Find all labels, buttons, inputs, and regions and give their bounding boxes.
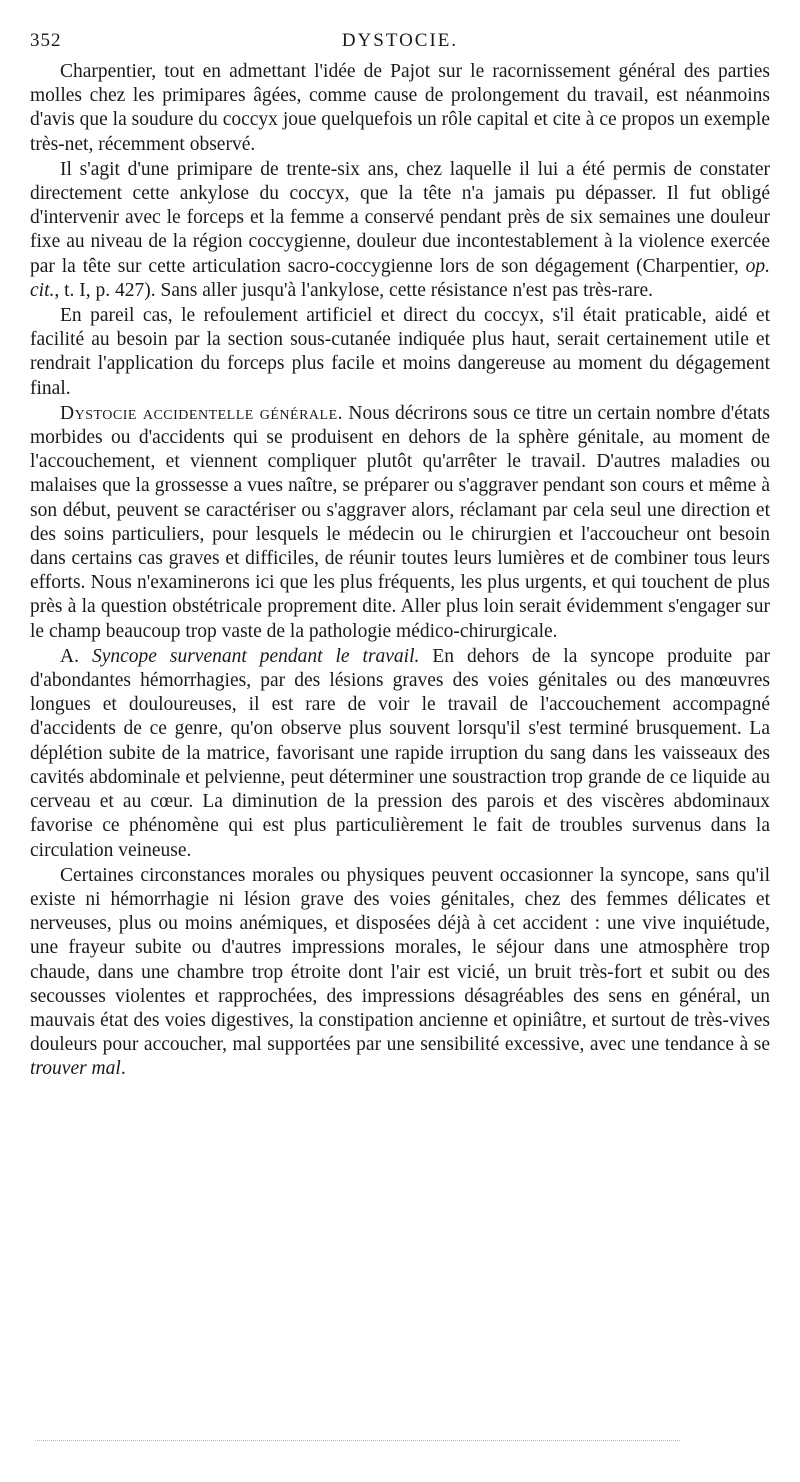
paragraph-text: Certaines circonstances morales ou physiques peuvent occasionner la syncope, sans qu'il existe ni hémorrhagie ni lésion grave des voies génitales, chez des femmes délicates et nerveuses, plus ou moins anémiques, et disposées déjà à cet accident : une vive inquiétude, une frayeur subite ou d'autres impressions morales, le séjour dans une atmosphère trop chaude, dans une chambre trop étroite dont l'air est vicié, un bruit très-fort et subit ou des secousses violentes et rapprochées, des impressions désagréables des sens en général, un mauvais état des voies digestives, la constipation ancienne et opiniâtre, et surtout de très-vives douleurs pour accoucher, mal supportées par une sensibilité excessive, avec une tendance à se (30, 864, 770, 1056)
paragraph-text: Charpentier, tout en admettant l'idée de Pajot sur le racornissement général des parties molles chez les primipares âgées, comme cause de prolongement du travail, est néanmoins d'avis que la soudure du coccyx joue quelquefois un rôle capital et cite à ce propos un exemple très-net, récemment observé. (30, 61, 770, 155)
body-text (30, 60, 770, 1082)
paragraph-syncope (30, 645, 770, 863)
bottom-dotted-rule (35, 1440, 680, 1441)
paragraph-text: Il s'agit d'une primipare de trente-six ans, chez laquelle il lui a été permis de constater directement cette ankylose du coccyx, que la tête n'a jamais pu dépasser. Il fut obligé d'intervenir avec le forceps et la femme a conservé pendant près de six semaines une douleur fixe au niveau de la région coccygienne, douleur due incontestablement à la violence exercée par la tête sur cette articulation sacro-coccygienne lors de son dégagement (Charpentier, (30, 158, 770, 277)
paragraph-dystocie-accidentelle (30, 402, 770, 644)
citation-op-cit: op. cit. (30, 255, 770, 301)
paragraph-primipare (30, 158, 770, 303)
paragraph-circonstances (30, 864, 770, 1082)
paragraph-text: En pareil cas, le refoulement artificiel et direct du coccyx, s'il était praticable, aidé et facilité au besoin par la section sous-cutanée indiquée plus haut, serait certainement utile et rendrait l'application du forceps plus facile et moins dangereuse au moment du dégagement final. (30, 305, 770, 399)
paragraph-charpentier (30, 60, 770, 157)
page-number: 352 (30, 30, 62, 51)
paragraph-text: , t. I, p. 427). Sans aller jusqu'à l'ankylose, cette résistance n'est pas très-rare. (54, 279, 653, 301)
section-heading-dystocie-accidentelle: Dystocie accidentelle générale. (60, 402, 344, 424)
paragraph-refoulement (30, 304, 770, 401)
paragraph-text: . (120, 1058, 126, 1080)
section-heading-syncope: Syncope survenant pendant le travail. (91, 645, 420, 667)
italic-trouver-mal: trouver mal (30, 1058, 121, 1080)
paragraph-text: En dehors de la syncope produite par d'abondantes hémorrhagies, par des lésions graves des voies génitales ou des manœuvres longues et douloureuses, il est rare de voir le travail de l'accouchement accompagné d'accidents de ce genre, qu'on observe plus souvent lorsqu'il s'est terminé brusquement. La déplétion subite de la matrice, favorisant une rapide irruption du sang dans les vaisseaux des cavités abdominale et pelvienne, peut déterminer une soustraction trop grande de ce liquide au cerveau et au cœur. La diminution de la pression des parois et des viscères abdominaux favorise ce phénomène qui est plus particulièrement le fait de troubles survenus dans la circulation veineuse. (30, 645, 771, 861)
section-label: A. (60, 645, 79, 667)
running-head (30, 30, 770, 60)
paragraph-text: Nous décrirons sous ce titre un certain nombre d'états morbides ou d'accidents qui se produisent en dehors de la sphère génitale, au moment de l'accouchement, et viennent compliquer plutôt qu'arrêter le travail. D'autres maladies ou malaises que la grossesse a vues naître, se préparer ou s'aggraver pendant son cours et même à son début, peuvent se caractériser ou s'aggraver alors, réclamant par cela seul une direction et des soins particuliers, pour lesquels le médecin ou le chirurgien et l'accoucheur ont besoin dans certains cas graves et difficiles, de réunir toutes leurs lumières et de combiner tous leurs efforts. Nous n'examinerons ici que les plus fréquents, les plus urgents, et qui touchent de plus près à la question obstétricale proprement dite. Aller plus loin serait évidemment s'engager sur le champ beaucoup trop vaste de la pathologie médico-chirurgicale. (30, 402, 770, 642)
running-title: DYSTOCIE. (341, 30, 459, 51)
